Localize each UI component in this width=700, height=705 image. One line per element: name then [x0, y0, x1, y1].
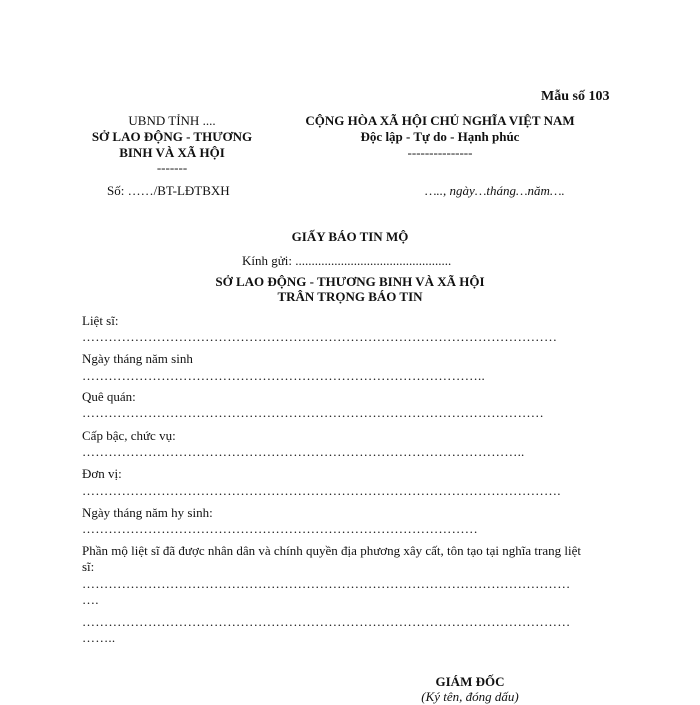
grave-dots-1: ………………………………………………………………………………………………… — [82, 576, 571, 591]
unit-label: Đơn vị: — [82, 466, 122, 481]
recipient-line: Kính gửi: ................................................ — [242, 253, 452, 268]
right-header-divider: --------------- — [407, 145, 473, 160]
rank-dots: ……………………………………………………………………………………….. — [82, 444, 525, 459]
grave-label-line1: Phần mộ liệt sĩ đã được nhân dân và chính quyền địa phương xây cất, tôn tạo tại nghĩa trang liệt — [82, 543, 581, 558]
announcer-line1: SỞ LAO ĐỘNG - THƯƠNG BINH VÀ XÃ HỘI — [215, 274, 485, 289]
document-title: GIẤY BÁO TIN MỘ — [291, 229, 409, 244]
hometown-dots: …………………………………………………………………………………………… — [82, 405, 544, 420]
announcer-line2: TRÂN TRỌNG BÁO TIN — [277, 289, 423, 304]
province-committee: UBND TỈNH .... — [128, 113, 216, 128]
department-name-line2: BINH VÀ XÃ HỘI — [119, 145, 225, 160]
signer-title: GIÁM ĐỐC — [435, 674, 505, 689]
date-line: ….., ngày…tháng…năm…. — [425, 183, 565, 198]
hometown-label: Quê quán: — [82, 389, 136, 404]
reference-number: Số: ……/BT-LĐTBXH — [107, 183, 230, 198]
form-number: Mẫu số 103 — [541, 89, 610, 104]
national-motto: Độc lập - Tự do - Hạnh phúc — [360, 129, 520, 144]
unit-dots: ………………………………………………………………………………………………. — [82, 483, 561, 498]
grave-dots-2: ………………………………………………………………………………………………… — [82, 614, 571, 629]
martyr-dots: ……………………………………………………………………………………………… — [82, 329, 558, 344]
left-header-divider: ------- — [156, 160, 188, 175]
rank-label: Cấp bậc, chức vụ: — [82, 428, 176, 443]
martyr-label: Liệt sĩ: — [82, 313, 119, 328]
death-date-dots: ……………………………………………………………………………… — [82, 521, 478, 536]
signer-note: (Ký tên, đóng dấu) — [421, 689, 519, 704]
grave-label-line2: sĩ: — [82, 559, 95, 574]
department-name-line1: SỞ LAO ĐỘNG - THƯƠNG — [91, 129, 253, 144]
birth-date-dots: ……………………………………………………………………………….. — [82, 368, 485, 383]
grave-dots-2-cont: …….. — [82, 630, 116, 645]
death-date-label: Ngày tháng năm hy sinh: — [82, 505, 213, 520]
grave-dots-1-cont: …. — [82, 592, 99, 607]
birth-date-label: Ngày tháng năm sinh — [82, 351, 193, 366]
national-name: CỘNG HÒA XÃ HỘI CHỦ NGHĨA VIỆT NAM — [305, 113, 575, 128]
